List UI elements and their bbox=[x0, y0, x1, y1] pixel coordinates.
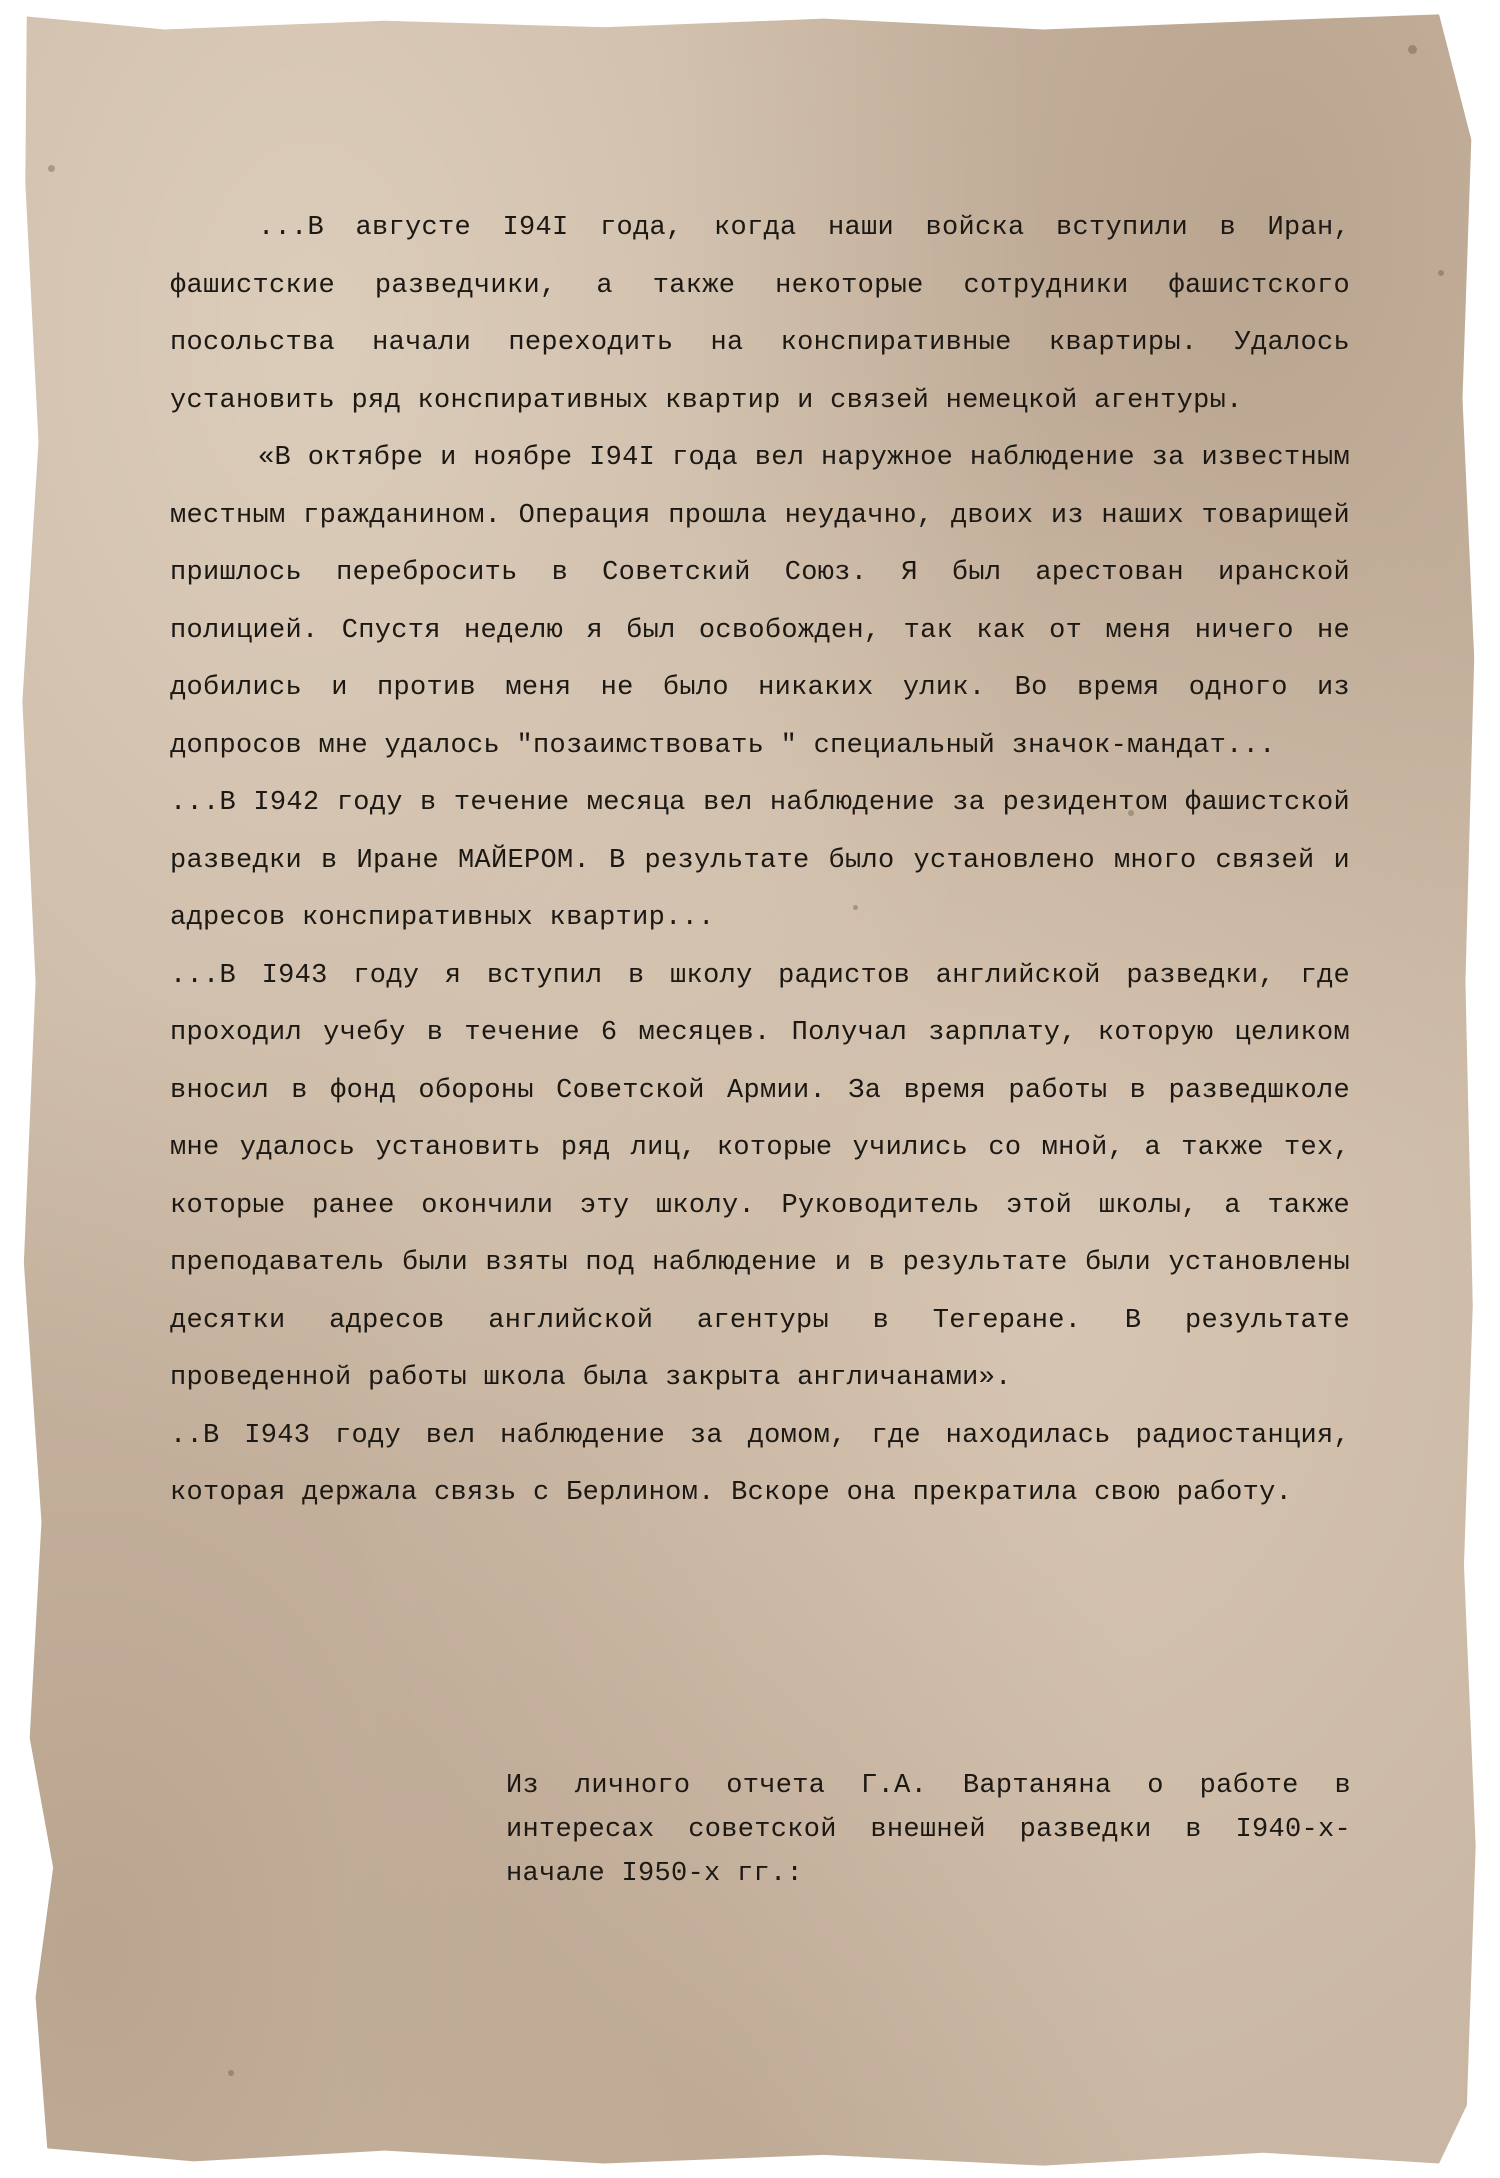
paragraph-1942-mayer: ...В I942 году в течение месяца вел наблюдение за резидентом фашистской разведки в Иране МАЙЕРОМ. В результате было установлено много связей и адресов конспиративных квартир... bbox=[170, 788, 1350, 933]
paragraph-1943-radio-school: ...В I943 году я вступил в школу радистов английской разведки, где проходил учебу в течение 6 месяцев. Получал зарплату, которую целиком вносил в фонд обороны Советской Армии. За время работы в разведшколе мне удалось установить ряд лиц, которые учились со мной, а также тех, которые ранее окончили эту школу. Руководитель этой школы, а также преподаватель были взяты под наблюдение и в результате были установлены десятки адресов английской агентуры в Тегеране. В результате проведенной работы школа была закрыта англичанами». bbox=[170, 960, 1350, 1393]
source-caption: Из личного отчета Г.А. Вартаняна о работе в интересах советской внешней разведки в I940-х- начале I950-х гг.: bbox=[506, 1771, 1351, 1889]
stain-spot bbox=[1438, 270, 1444, 276]
document-body bbox=[170, 200, 1350, 1523]
paragraph-iran-1941: ...В августе I94I года, когда наши войска вступили в Иран, фашистские разведчики, а также некоторые сотрудники фашистского посольства начали переходить на конспиративные квартиры. Удалось установить ряд конспиративных квартир и связей немецкой агентуры. bbox=[170, 213, 1350, 416]
stain-spot bbox=[1408, 45, 1417, 54]
paragraph-october-1941: «В октябре и ноябре I94I года вел наружное наблюдение за известным местным гражданином. Операция прошла неудачно, двоих из наших товарищей пришлось перебросить в Советский Союз. Я был арестован иранской полицией. Спустя неделю я был освобожден, так как от меня ничего не добились и против меня не было никаких улик. Во время одного из допросов мне удалось "позаимствовать " специальный значок-мандат... bbox=[170, 443, 1350, 761]
stain-spot bbox=[228, 2070, 234, 2076]
paragraph-1943-radiostation: ..В I943 году вел наблюдение за домом, где находилась радиостанция, которая держала связь с Берлином. Вскоре она прекратила свою работу. bbox=[170, 1420, 1350, 1508]
stain-spot bbox=[48, 165, 55, 172]
